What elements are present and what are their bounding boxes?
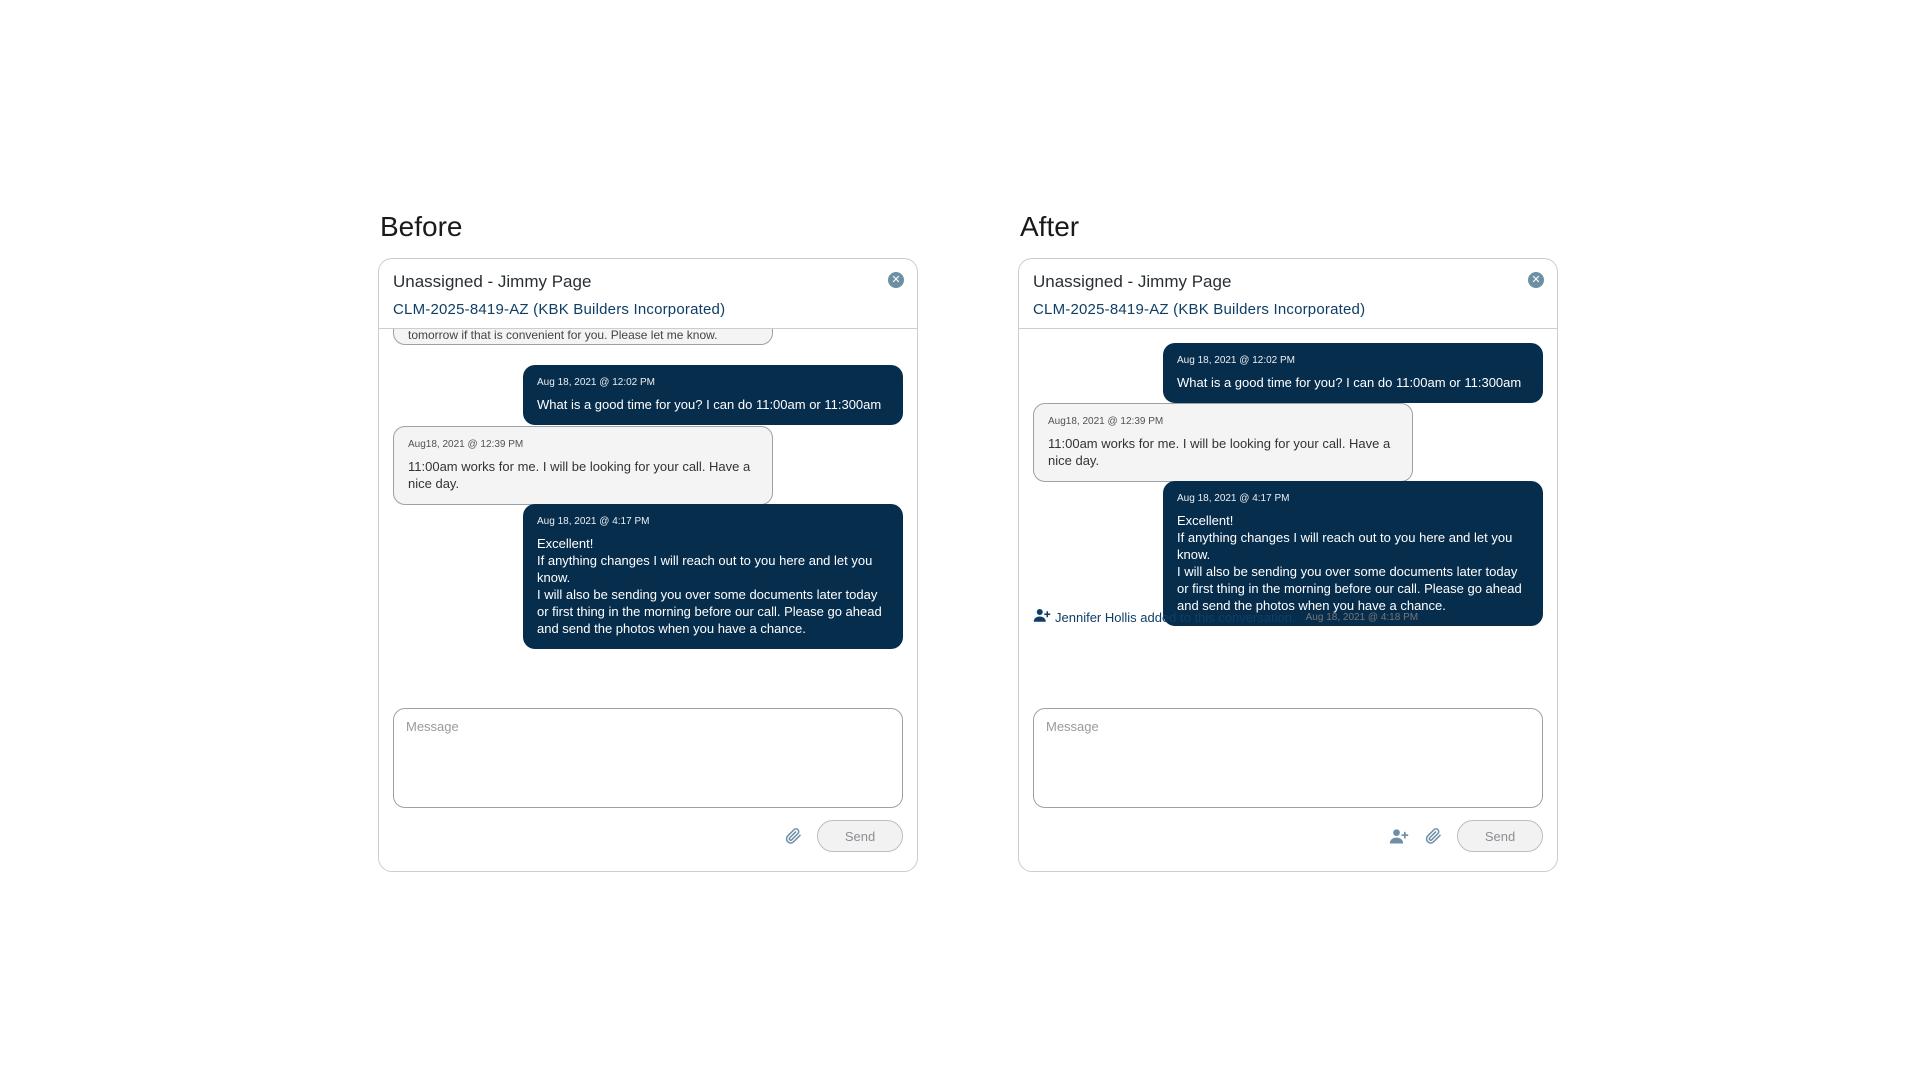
section-title-after: After bbox=[1020, 211, 1080, 242]
message-input[interactable] bbox=[406, 719, 890, 797]
system-note bbox=[1033, 607, 1418, 628]
message-text: Excellent! If anything changes I will reach out to you here and let you know. I will also be sending you over some documents later today or first thing in the morning before our call. Please go ahead and send the photos when you have a chance. bbox=[1177, 513, 1522, 613]
add-user-icon bbox=[1033, 607, 1051, 628]
system-note-text: Jennifer Hollis added to this conversation. bbox=[1055, 609, 1296, 625]
chat-title: Unassigned - Jimmy Page bbox=[393, 272, 592, 291]
paperclip-icon[interactable] bbox=[783, 826, 803, 846]
message-composer[interactable] bbox=[393, 708, 903, 808]
chat-card bbox=[1018, 258, 1558, 872]
system-note-timestamp: Aug 18, 2021 @ 4:18 PM bbox=[1305, 611, 1419, 623]
message-bubble-incoming bbox=[1033, 403, 1413, 482]
send-button[interactable]: Send bbox=[817, 820, 903, 852]
message-bubble-outgoing bbox=[1163, 481, 1543, 626]
paperclip-icon[interactable] bbox=[1423, 826, 1443, 846]
message-text: What is a good time for you? I can do 11:00am or 11:300am bbox=[537, 397, 882, 412]
chat-card bbox=[378, 258, 918, 872]
claim-link[interactable]: CLM-2025-8419-AZ (KBK Builders Incorporated) bbox=[1033, 301, 1366, 318]
chat-header bbox=[1019, 259, 1557, 329]
message-bubble-incoming bbox=[393, 329, 773, 345]
message-text: What is a good time for you? I can do 11:00am or 11:300am bbox=[1177, 375, 1522, 390]
chat-header bbox=[379, 259, 917, 329]
message-text: 11:00am works for me. I will be looking for your call. Have a nice day. bbox=[408, 459, 751, 491]
after-panel bbox=[1018, 210, 1558, 872]
add-user-icon[interactable] bbox=[1389, 826, 1409, 846]
send-button[interactable]: Send bbox=[1457, 820, 1543, 852]
message-text: 11:00am works for me. I will be looking for your call. Have a nice day. bbox=[1048, 436, 1391, 468]
composer-footer bbox=[783, 820, 903, 852]
message-timestamp: Aug18, 2021 @ 12:39 PM bbox=[408, 439, 524, 450]
message-list[interactable] bbox=[1019, 329, 1557, 693]
claim-link[interactable]: CLM-2025-8419-AZ (KBK Builders Incorporated) bbox=[393, 301, 726, 318]
message-bubble-outgoing bbox=[1163, 343, 1543, 403]
close-icon[interactable]: ✕ bbox=[1528, 272, 1544, 288]
message-input[interactable] bbox=[1046, 719, 1530, 797]
message-list[interactable] bbox=[379, 329, 917, 693]
before-panel bbox=[378, 210, 918, 872]
message-bubble-outgoing bbox=[523, 365, 903, 425]
message-timestamp: Aug 18, 2021 @ 12:02 PM bbox=[1177, 355, 1296, 366]
section-title-before: Before bbox=[380, 211, 463, 242]
message-timestamp: Aug 18, 2021 @ 12:02 PM bbox=[537, 377, 656, 388]
composer-footer bbox=[1389, 820, 1543, 852]
message-text: Excellent! If anything changes I will reach out to you here and let you know. I will also be sending you over some documents later today or first thing in the morning before our call. Please go ahead and send the photos when you have a chance. bbox=[537, 536, 882, 636]
close-icon[interactable]: ✕ bbox=[888, 272, 904, 288]
message-text: tomorrow if that is convenient for you. Please let me know. bbox=[408, 329, 718, 342]
message-timestamp: Aug 18, 2021 @ 4:17 PM bbox=[1177, 493, 1290, 504]
chat-title: Unassigned - Jimmy Page bbox=[1033, 272, 1232, 291]
message-bubble-incoming bbox=[393, 426, 773, 505]
message-timestamp: Aug18, 2021 @ 12:39 PM bbox=[1048, 416, 1164, 427]
message-bubble-outgoing bbox=[523, 504, 903, 649]
message-composer[interactable] bbox=[1033, 708, 1543, 808]
message-timestamp: Aug 18, 2021 @ 4:17 PM bbox=[537, 516, 650, 527]
